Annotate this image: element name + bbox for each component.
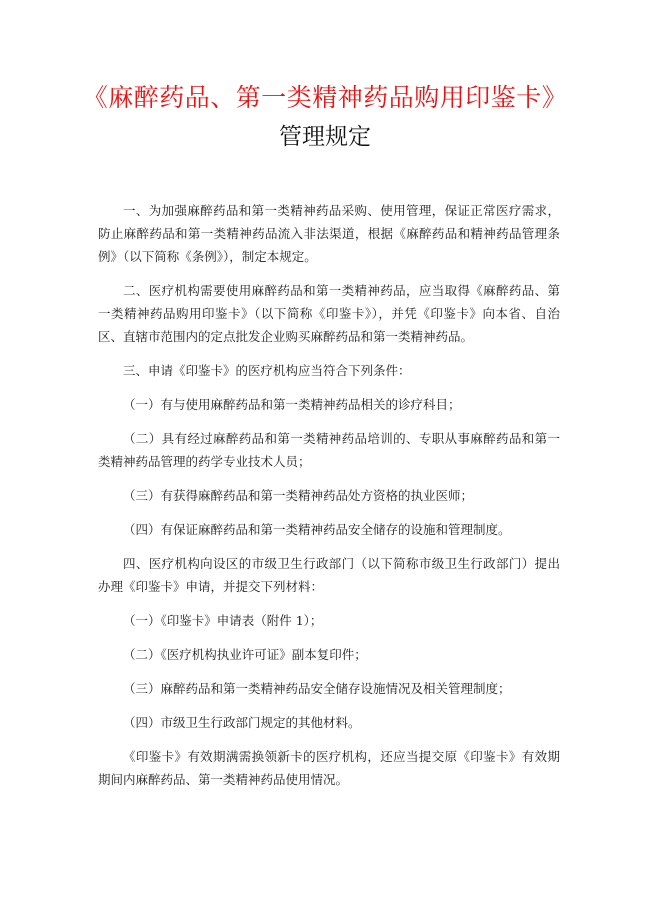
paragraph-2: 二、医疗机构需要使用麻醉药品和第一类精神药品，应当取得《麻醉药品、第一类精神药品购用印鉴卡》（以下简称《印鉴卡》），并凭《印鉴卡》向本省、自治区、直辖市范围内的定点批发企业购买麻醉药品和第一类精神药品。	[98, 283, 560, 344]
paragraph-13: 《印鉴卡》有效期满需换领新卡的医疗机构，还应当提交原《印鉴卡》有效期期间内麻醉药品、第一类精神药品使用情况。	[98, 749, 560, 787]
paragraph-1: 一、为加强麻醉药品和第一类精神药品采购、使用管理，保证正常医疗需求，防止麻醉药品和第一类精神药品流入非法渠道，根据《麻醉药品和精神药品管理条例》（以下简称《条例》），制定本规定。	[98, 203, 560, 264]
paragraph-7: （四）有保证麻醉药品和第一类精神药品安全储存的设施和管理制度。	[123, 522, 511, 537]
paragraph-11: （三）麻醉药品和第一类精神药品安全储存设施情况及相关管理制度；	[123, 681, 511, 696]
paragraph-10: （二）《医疗机构执业许可证》副本复印件；	[123, 647, 367, 662]
document-title: 《麻醉药品、第一类精神药品购用印鉴卡》	[82, 83, 568, 112]
paragraph-4: （一）有与使用麻醉药品和第一类精神药品相关的诊疗科目；	[123, 397, 461, 412]
paragraph-3: 三、申请《印鉴卡》的医疗机构应当符合下列条件：	[123, 363, 411, 378]
paragraph-9: （一）《印鉴卡》申请表（附件 1）；	[123, 613, 323, 628]
paragraph-12: （四）市级卫生行政部门规定的其他材料。	[123, 715, 361, 730]
document-subtitle: 管理规定	[279, 124, 371, 150]
paragraph-8: 四、医疗机构向设区的市级卫生行政部门（以下简称市级卫生行政部门）提出办理《印鉴卡》申请，并提交下列材料：	[98, 556, 560, 594]
document-body	[98, 199, 560, 802]
paragraph-6: （三）有获得麻醉药品和第一类精神药品处方资格的执业医师；	[123, 488, 474, 503]
paragraph-5: （二）具有经过麻醉药品和第一类精神药品培训的、专职从事麻醉药品和第一类精神药品管理的药学专业技术人员；	[98, 431, 560, 469]
